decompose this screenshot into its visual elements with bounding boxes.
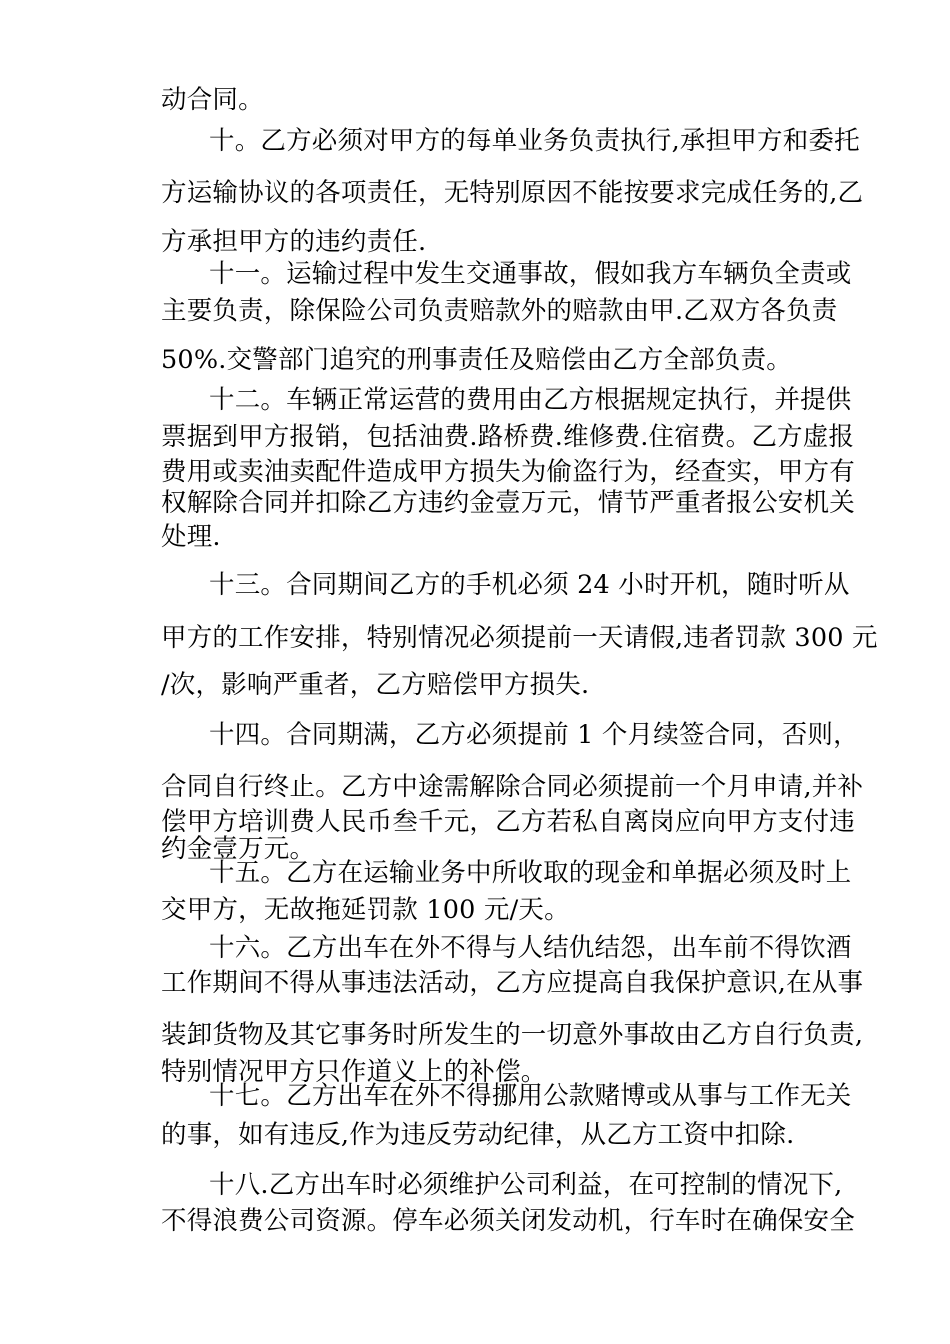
text-line: 十。乙方必须对甲方的每单业务负责执行,承担甲方和委托: [209, 126, 860, 156]
text-line: 合同自行终止。乙方中途需解除合同必须提前一个月申请,并补: [161, 772, 864, 802]
text-line: 不得浪费公司资源。停车必须关闭发动机，行车时在确保安全: [161, 1206, 855, 1236]
text-line: 十七。乙方出车在外不得挪用公款赌博或从事与工作无关: [209, 1081, 852, 1111]
text-line: 十二。车辆正常运营的费用由乙方根据规定执行，并提供: [209, 385, 852, 415]
text-line: 甲方的工作安排，特别情况必须提前一天请假,违者罚款 300 元: [161, 623, 878, 653]
text-line: 交甲方，无故拖延罚款 100 元/天。: [161, 895, 570, 925]
text-line: 特别情况甲方只作道义上的补偿。: [161, 1057, 547, 1087]
text-line: 方运输协议的各项责任，无特别原因不能按要求完成任务的,乙: [161, 178, 864, 208]
text-line: 的事，如有违反,作为违反劳动纪律，从乙方工资中扣除.: [161, 1120, 795, 1150]
text-line: 十六。乙方出车在外不得与人结仇结怨，出车前不得饮酒: [209, 933, 852, 963]
text-line: 装卸货物及其它事务时所发生的一切意外事故由乙方自行负责,: [161, 1020, 864, 1050]
text-line: 十三。合同期间乙方的手机必须 24 小时开机，随时听从: [209, 570, 850, 600]
text-line: 约金壹万元。: [161, 834, 316, 864]
text-line: 费用或卖油卖配件造成甲方损失为偷盗行为，经查实，甲方有: [161, 457, 855, 487]
text-line: 50%.交警部门追究的刑事责任及赔偿由乙方全部负责。: [161, 345, 792, 375]
text-line: 偿甲方培训费人民币叁千元，乙方若私自离岗应向甲方支付违: [161, 807, 855, 837]
text-line: 动合同。: [161, 85, 264, 115]
text-line: 权解除合同并扣除乙方违约金壹万元，情节严重者报公安机关: [161, 488, 855, 518]
text-line: 十八.乙方出车时必须维护公司利益，在可控制的情况下,: [209, 1170, 843, 1200]
text-line: 主要负责，除保险公司负责赔款外的赔款由甲.乙双方各负责: [161, 296, 838, 326]
text-line: 十一。运输过程中发生交通事故，假如我方车辆负全责或: [209, 259, 852, 289]
text-line: 工作期间不得从事违法活动，乙方应提高自我保护意识,在从事: [161, 968, 864, 998]
text-line: /次，影响严重者，乙方赔偿甲方损失.: [161, 670, 590, 700]
text-line: 方承担甲方的违约责任.: [161, 227, 427, 257]
text-line: 十五。乙方在运输业务中所收取的现金和单据必须及时上: [209, 858, 852, 888]
text-line: 十四。合同期满，乙方必须提前 1 个月续签合同，否则，: [209, 720, 859, 750]
text-line: 票据到甲方报销，包括油费.路桥费.维修费.住宿费。乙方虚报: [161, 422, 855, 452]
text-line: 处理.: [161, 522, 221, 552]
